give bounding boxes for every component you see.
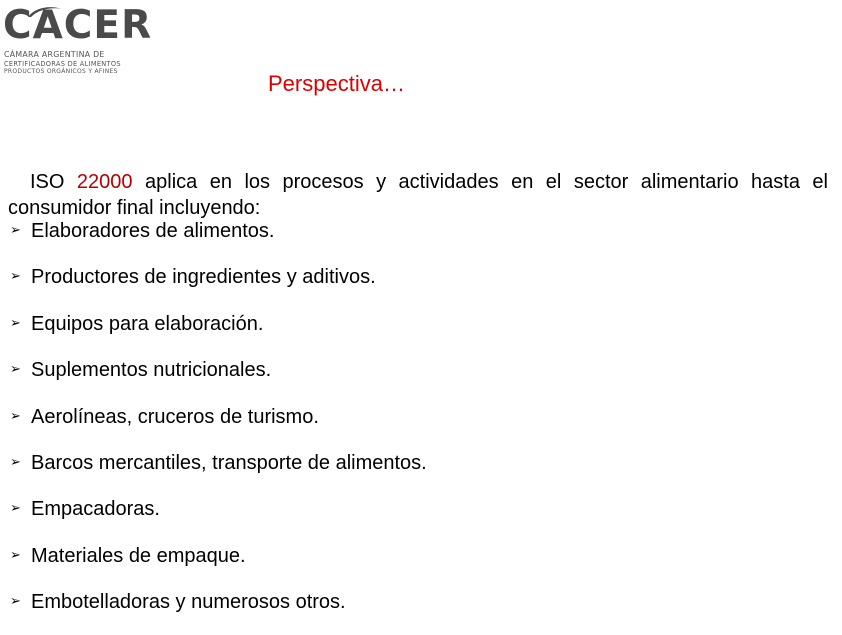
list-item-text: Suplementos nutricionales.	[31, 359, 272, 382]
arrowhead-bullet-icon: ➢	[10, 223, 21, 238]
logo-subtitle-line: CÁMARA ARGENTINA DE	[4, 50, 105, 59]
logo-wordmark: CACER	[3, 3, 153, 48]
intro-text-after: aplica en los procesos y actividades en el sector alimentario hasta el consumidor final incluyendo:	[8, 171, 828, 219]
list-item	[10, 588, 427, 634]
list-item	[10, 495, 427, 541]
logo-subtitle-line: CERTIFICADORAS DE ALIMENTOS	[4, 60, 121, 68]
arrowhead-bullet-icon: ➢	[10, 547, 21, 563]
intro-paragraph	[8, 169, 828, 221]
arrowhead-bullet-icon: ➢	[10, 501, 21, 517]
list-item-text: Embotelladoras y numerosos otros.	[31, 591, 346, 614]
arrowhead-bullet-icon: ➢	[10, 594, 21, 610]
arrowhead-bullet-icon: ➢	[10, 408, 21, 424]
list-item	[10, 449, 427, 495]
bullet-list	[10, 217, 427, 635]
list-item-text: Aerolíneas, cruceros de turismo.	[31, 405, 319, 428]
list-item	[10, 217, 427, 263]
list-item	[10, 263, 427, 309]
page-title: Perspectiva…	[268, 71, 405, 96]
list-item-text: Equipos para elaboración.	[31, 312, 264, 335]
intro-highlight-standard-number: 22000	[76, 171, 133, 193]
list-item-text: Empacadoras.	[31, 498, 160, 521]
list-item	[10, 542, 427, 588]
logo-subtitle-line: PRODUCTOS ORGÁNICOS Y AFINES	[4, 68, 118, 75]
list-item	[10, 403, 427, 449]
arrowhead-bullet-icon: ➢	[10, 269, 21, 285]
logo-swoosh-icon	[25, 5, 65, 19]
list-item-text: Elaboradores de alimentos.	[31, 220, 275, 242]
logo	[3, 3, 153, 76]
list-item	[10, 356, 427, 402]
list-item-text: Materiales de empaque.	[31, 544, 246, 567]
list-item-text: Productores de ingredientes y aditivos.	[31, 266, 376, 289]
list-item	[10, 310, 427, 356]
list-item-text: Barcos mercantiles, transporte de alimentos.	[31, 451, 427, 474]
arrowhead-bullet-icon: ➢	[10, 315, 21, 331]
arrowhead-bullet-icon: ➢	[10, 454, 21, 470]
arrowhead-bullet-icon: ➢	[10, 362, 21, 378]
intro-text-before: ISO	[30, 171, 77, 193]
